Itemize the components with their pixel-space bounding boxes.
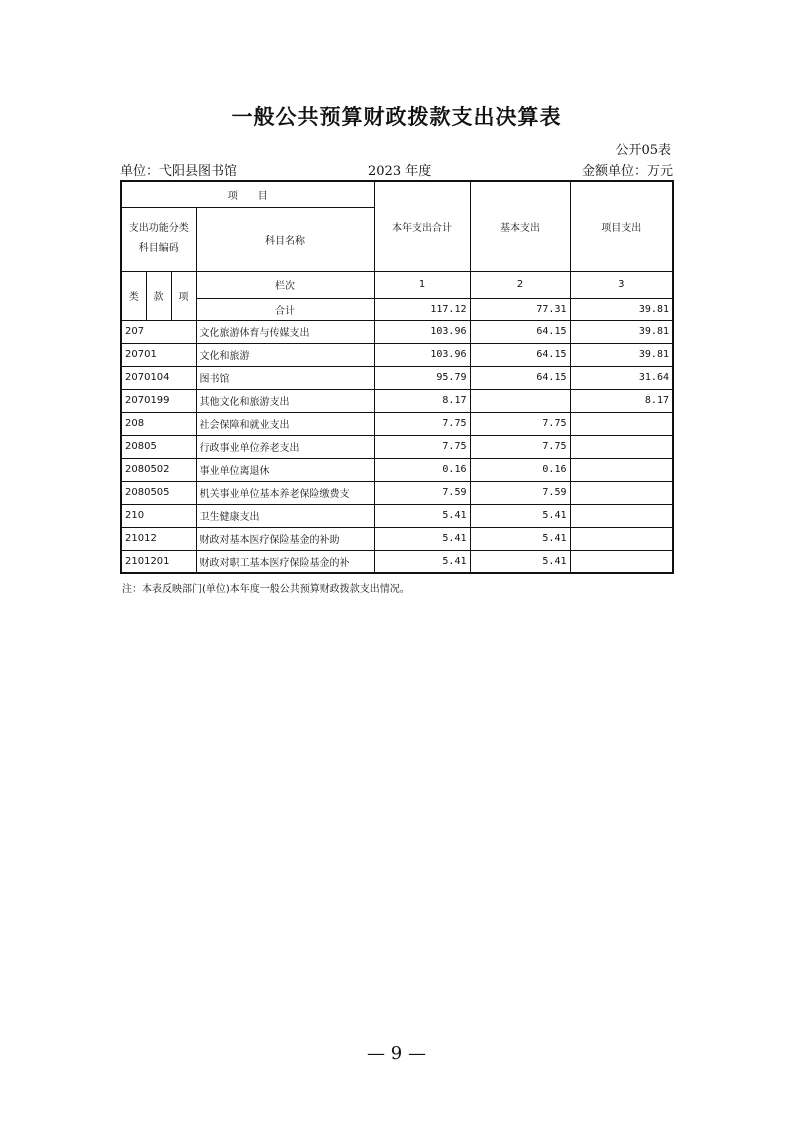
row-project bbox=[570, 412, 673, 435]
row-basic: 5.41 bbox=[470, 504, 570, 527]
row-code: 21012 bbox=[121, 527, 196, 550]
page-title: 一般公共预算财政拨款支出决算表 bbox=[231, 105, 562, 129]
header-lei: 类 bbox=[121, 271, 146, 320]
row-code: 20701 bbox=[121, 343, 196, 366]
row-total: 5.41 bbox=[374, 504, 470, 527]
row-subject-name: 其他文化和旅游支出 bbox=[196, 389, 374, 412]
meta-row bbox=[120, 160, 673, 178]
table-note: 注：本表反映部门(单位)本年度一般公共预算财政拨款支出情况。 bbox=[122, 584, 410, 595]
row-basic bbox=[470, 389, 570, 412]
col-no-2: 2 bbox=[470, 271, 570, 298]
row-subject-name: 文化和旅游 bbox=[196, 343, 374, 366]
header-code-label: 科目编码 bbox=[138, 243, 179, 254]
row-code: 207 bbox=[121, 320, 196, 343]
row-basic: 7.59 bbox=[470, 481, 570, 504]
row-subject-name: 财政对职工基本医疗保险基金的补 bbox=[196, 550, 374, 573]
page-number: — 9 — bbox=[367, 1043, 426, 1064]
total-col3: 39.81 bbox=[570, 298, 673, 320]
row-subject-name: 文化旅游体育与传媒支出 bbox=[196, 320, 374, 343]
row-basic: 64.15 bbox=[470, 366, 570, 389]
row-subject-name: 机关事业单位基本养老保险缴费支 bbox=[196, 481, 374, 504]
year-label: 2023 年度 bbox=[368, 164, 432, 179]
row-project bbox=[570, 435, 673, 458]
table-row bbox=[121, 320, 673, 343]
expenditure-table bbox=[120, 180, 674, 574]
header-kuan: 款 bbox=[146, 271, 171, 320]
table-row bbox=[121, 504, 673, 527]
row-project bbox=[570, 550, 673, 573]
header-col3: 项目支出 bbox=[570, 181, 673, 271]
row-total: 95.79 bbox=[374, 366, 470, 389]
header-row-item bbox=[121, 181, 673, 207]
row-total: 8.17 bbox=[374, 389, 470, 412]
row-project bbox=[570, 504, 673, 527]
col-no-3: 3 bbox=[570, 271, 673, 298]
form-number: 公开05表 bbox=[615, 143, 671, 158]
row-total: 5.41 bbox=[374, 550, 470, 573]
total-col1: 117.12 bbox=[374, 298, 470, 320]
row-basic: 5.41 bbox=[470, 527, 570, 550]
table-row bbox=[121, 366, 673, 389]
row-total: 7.59 bbox=[374, 481, 470, 504]
row-code: 208 bbox=[121, 412, 196, 435]
row-subject-name: 社会保障和就业支出 bbox=[196, 412, 374, 435]
row-project bbox=[570, 481, 673, 504]
row-basic: 7.75 bbox=[470, 435, 570, 458]
header-row-lanci bbox=[121, 271, 673, 298]
table-row bbox=[121, 481, 673, 504]
header-lanci: 栏次 bbox=[196, 271, 374, 298]
row-total: 7.75 bbox=[374, 435, 470, 458]
row-project: 39.81 bbox=[570, 320, 673, 343]
table-row bbox=[121, 412, 673, 435]
table-row bbox=[121, 550, 673, 573]
row-code: 20805 bbox=[121, 435, 196, 458]
row-basic: 0.16 bbox=[470, 458, 570, 481]
row-project: 31.64 bbox=[570, 366, 673, 389]
col-no-1: 1 bbox=[374, 271, 470, 298]
row-code: 2080505 bbox=[121, 481, 196, 504]
unit-label: 单位：弋阳县图书馆 bbox=[120, 164, 238, 179]
table-row bbox=[121, 389, 673, 412]
row-subject-name: 图书馆 bbox=[196, 366, 374, 389]
row-project: 39.81 bbox=[570, 343, 673, 366]
row-code: 2070199 bbox=[121, 389, 196, 412]
row-total: 103.96 bbox=[374, 320, 470, 343]
row-total: 103.96 bbox=[374, 343, 470, 366]
total-row bbox=[121, 298, 673, 320]
row-basic: 64.15 bbox=[470, 343, 570, 366]
header-subject-name: 科目名称 bbox=[196, 207, 374, 271]
row-code: 2070104 bbox=[121, 366, 196, 389]
row-total: 0.16 bbox=[374, 458, 470, 481]
row-subject-name: 事业单位离退休 bbox=[196, 458, 374, 481]
row-basic: 64.15 bbox=[470, 320, 570, 343]
row-subject-name: 行政事业单位养老支出 bbox=[196, 435, 374, 458]
row-subject-name: 卫生健康支出 bbox=[196, 504, 374, 527]
row-basic: 5.41 bbox=[470, 550, 570, 573]
row-project bbox=[570, 458, 673, 481]
row-total: 7.75 bbox=[374, 412, 470, 435]
header-xiang: 项 bbox=[171, 271, 196, 320]
row-total: 5.41 bbox=[374, 527, 470, 550]
row-code: 2101201 bbox=[121, 550, 196, 573]
row-code: 2080502 bbox=[121, 458, 196, 481]
row-code: 210 bbox=[121, 504, 196, 527]
header-func-class bbox=[121, 207, 196, 271]
table-row bbox=[121, 458, 673, 481]
row-subject-name: 财政对基本医疗保险基金的补助 bbox=[196, 527, 374, 550]
row-project bbox=[570, 527, 673, 550]
row-basic: 7.75 bbox=[470, 412, 570, 435]
header-col2: 基本支出 bbox=[470, 181, 570, 271]
table-row bbox=[121, 343, 673, 366]
table-row bbox=[121, 435, 673, 458]
total-col2: 77.31 bbox=[470, 298, 570, 320]
header-item: 项 目 bbox=[121, 181, 374, 207]
table-row bbox=[121, 527, 673, 550]
amount-unit-label: 金额单位：万元 bbox=[581, 164, 673, 179]
header-col1: 本年支出合计 bbox=[374, 181, 470, 271]
row-project: 8.17 bbox=[570, 389, 673, 412]
header-func-class-label: 支出功能分类 bbox=[128, 223, 189, 234]
total-label: 合计 bbox=[196, 298, 374, 320]
